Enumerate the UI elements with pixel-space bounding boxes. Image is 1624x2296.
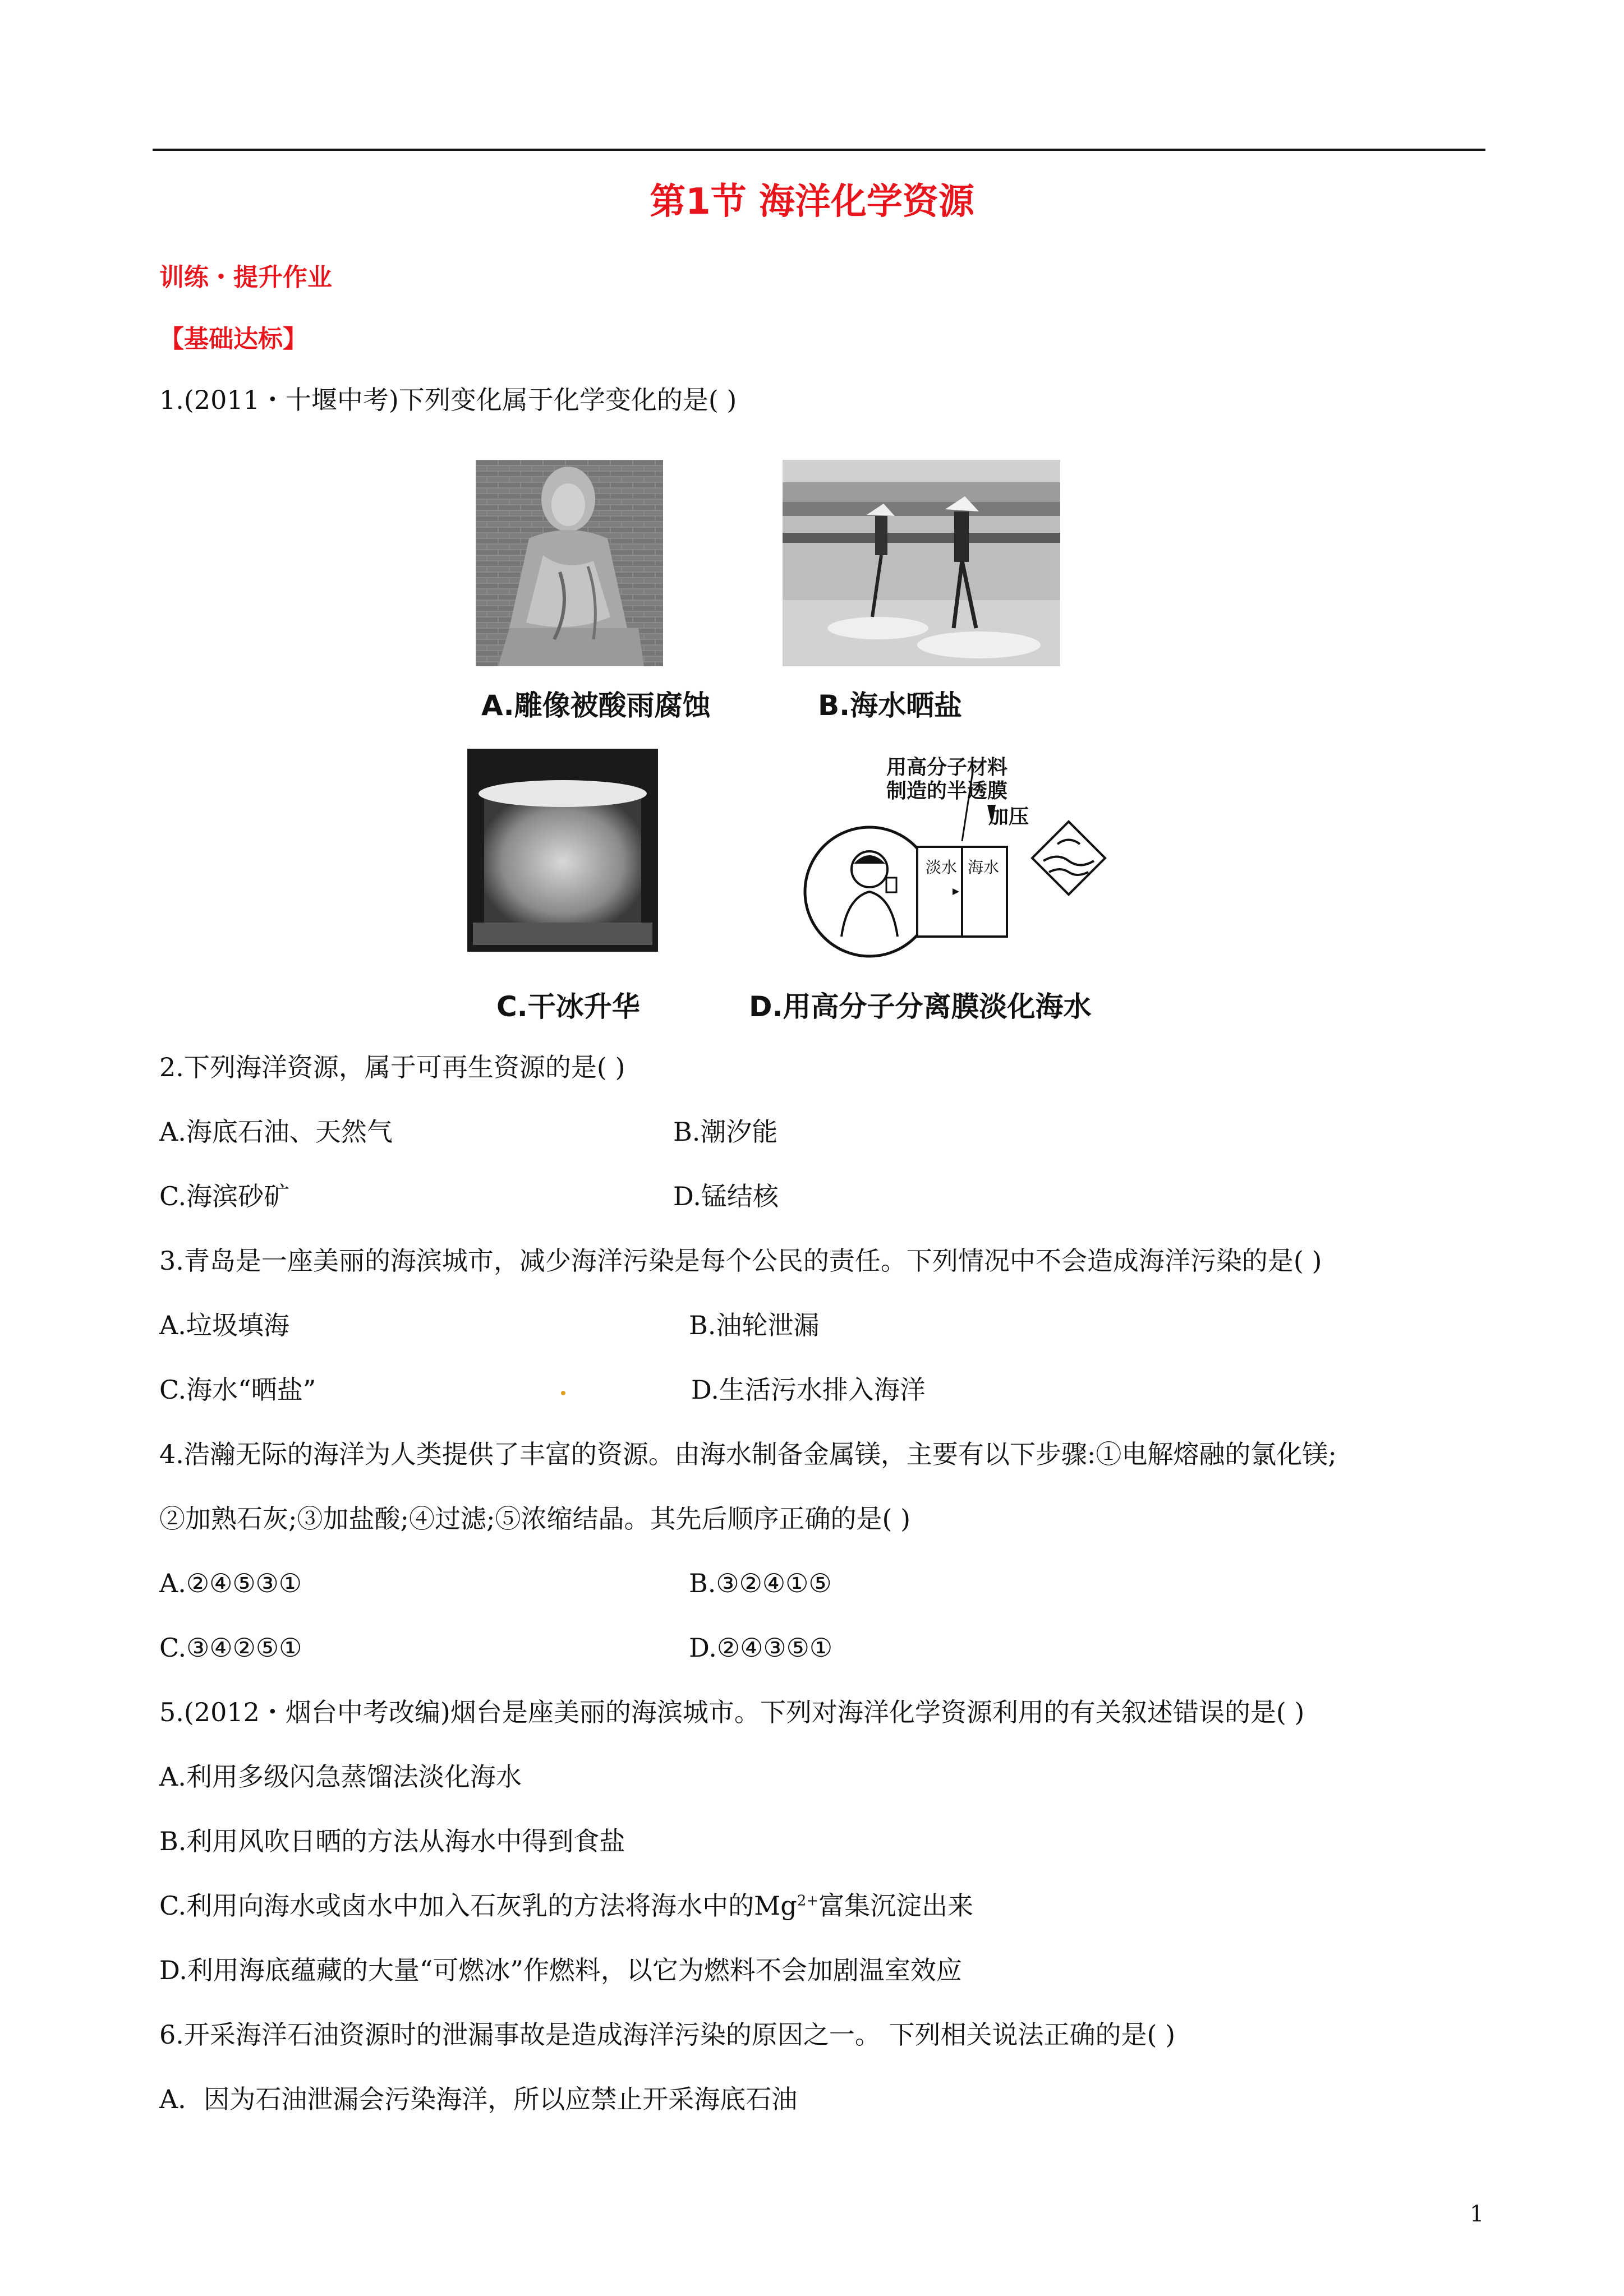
q1-caption-c: C.干冰升华 (496, 990, 640, 1023)
q2-option-b: B.潮汐能 (673, 1117, 778, 1147)
q2-option-a: A.海底石油、天然气 (159, 1117, 393, 1147)
diagram-label-fresh-water: 淡水 (926, 858, 958, 877)
q1-caption-a: A.雕像被酸雨腐蚀 (481, 689, 711, 722)
q4-option-b: B.③②④①⑤ (689, 1568, 832, 1598)
q5-option-d: D.利用海底蕴藏的大量“可燃冰”作燃料，以它为燃料不会加剧温室效应 (159, 1955, 962, 1985)
q2-stem: 2.下列海洋资源，属于可再生资源的是( ) (159, 1052, 625, 1082)
page-number: 1 (1470, 2201, 1484, 2227)
q5-option-c-charge: 2+ (797, 1892, 819, 1910)
page-title: 第1节 海洋化学资源 (650, 181, 974, 223)
q4-stem-line1: 4.浩瀚无际的海洋为人类提供了丰富的资源。由海水制备金属镁，主要有以下步骤:①电解熔融的氯化镁; (159, 1439, 1337, 1469)
q5-option-b: B.利用风吹日晒的方法从海水中得到食盐 (159, 1826, 625, 1856)
sea-salt-image (783, 460, 1060, 666)
q4-option-d: D.②④③⑤① (689, 1633, 833, 1663)
dry-ice-image (467, 749, 658, 952)
q1-caption-b: B.海水晒盐 (818, 689, 963, 722)
statue-image (476, 460, 663, 666)
q6-stem: 6.开采海洋石油资源时的泄漏事故是造成海洋污染的原因之一。 下列相关说法正确的是( ) (159, 2020, 1176, 2050)
q3-option-a: A.垃圾填海 (159, 1310, 289, 1340)
q3-option-c: C.海水“晒盐” (159, 1375, 316, 1405)
q4-option-a: A.②④⑤③① (159, 1568, 302, 1598)
diagram-label-pressure: 加压 (988, 805, 1029, 828)
membrane-diagram (802, 751, 1116, 976)
q3-option-b: B.油轮泄漏 (689, 1310, 820, 1340)
stray-dot (561, 1391, 565, 1395)
q5-option-c-text: C.利用向海水或卤水中加入石灰乳的方法将海水中的Mg (159, 1891, 797, 1921)
q5-option-c (159, 1893, 973, 1919)
q3-stem: 3.青岛是一座美丽的海滨城市，减少海洋污染是每个公民的责任。下列情况中不会造成海洋污染的是( ) (159, 1246, 1322, 1276)
q5-option-a: A.利用多级闪急蒸馏法淡化海水 (159, 1762, 522, 1792)
q1-caption-d: D.用高分子分离膜淡化海水 (749, 990, 1092, 1023)
diagram-label-material: 用高分子材料 (886, 756, 1008, 779)
diagram-label-sea-water: 海水 (968, 858, 1000, 877)
q3-option-d: D.生活污水排入海洋 (691, 1375, 926, 1405)
diagram-label-membrane: 制造的半透膜 (886, 780, 1008, 803)
q5-option-c-tail: 富集沉淀出来 (818, 1891, 974, 1921)
header-rule (153, 149, 1485, 151)
q5-stem: 5.(2012・烟台中考改编)烟台是座美丽的海滨城市。下列对海洋化学资源利用的有关叙述错误的是( ) (159, 1697, 1305, 1727)
q2-option-d: D.锰结核 (673, 1181, 779, 1211)
q1-stem: 1.(2011・十堰中考)下列变化属于化学变化的是( ) (159, 385, 737, 415)
section-basic: 【基础达标】 (159, 325, 307, 353)
q4-stem-line2: ②加熟石灰;③加盐酸;④过滤;⑤浓缩结晶。其先后顺序正确的是( ) (159, 1504, 911, 1534)
section-practice: 训练・提升作业 (159, 263, 332, 292)
q4-option-c: C.③④②⑤① (159, 1633, 302, 1663)
q2-option-c: C.海滨砂矿 (159, 1181, 290, 1211)
q6-option-a: A．因为石油泄漏会污染海洋，所以应禁止开采海底石油 (159, 2084, 798, 2114)
